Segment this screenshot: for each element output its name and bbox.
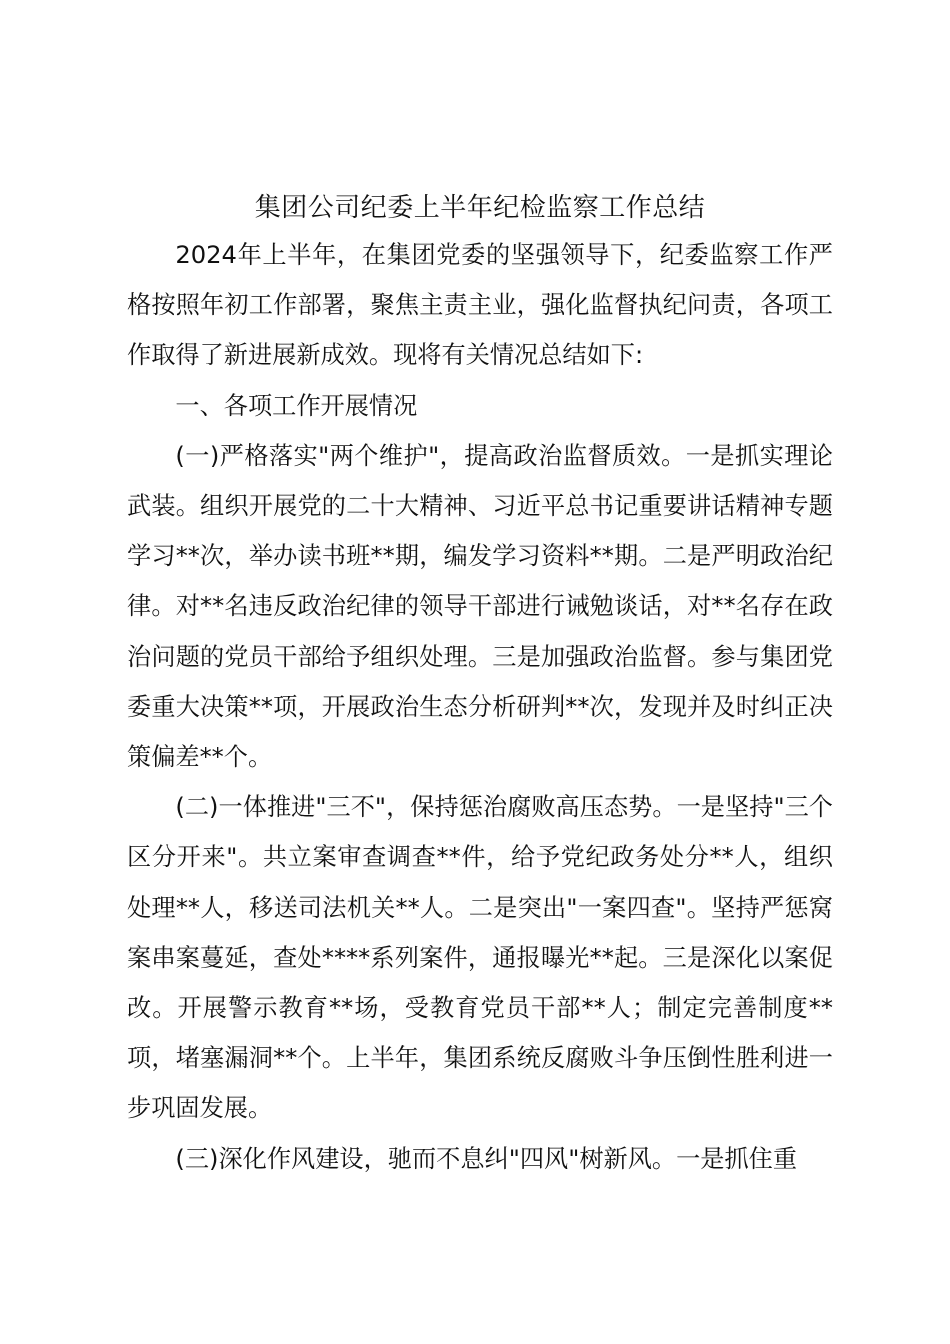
intro-paragraph: 2024年上半年，在集团党委的坚强领导下，纪委监察工作严格按照年初工作部署，聚焦主责主业，强化监督执纪问责，各项工作取得了新进展新成效。现将有关情况总结如下:: [127, 241, 833, 370]
paragraph-item-1: (一)严格落实"两个维护"，提高政治监督质效。一是抓实理论武装。组织开展党的二十大精神、习近平总书记重要讲话精神专题学习**次，举办读书班**期，编发学习资料**期。二是严明政治纪律。对**名违反政治纪律的领导干部进行诫勉谈话，对**名存在政治问题的党员干部给予组织处理。三是加强政治监督。参与集团党委重大决策**项，开展政治生态分析研判**次，发现并及时纠正决策偏差**个。: [127, 441, 833, 772]
document-body: [127, 186, 833, 1184]
document-title: 集团公司纪委上半年纪检监察工作总结: [254, 193, 706, 223]
paragraph-item-2: (二)一体推进"三不"，保持惩治腐败高压态势。一是坚持"三个区分开来"。共立案审查调查**件，给予党纪政务处分**人，组织处理**人，移送司法机关**人。二是突出"一案四查"。坚持严惩窝案串案蔓延，查处****系列案件，通报曝光**起。三是深化以案促改。开展警示教育**场，受教育党员干部**人；制定完善制度**项，堵塞漏洞**个。上半年，集团系统反腐败斗争压倒性胜利进一步巩固发展。: [127, 793, 833, 1123]
section-heading: 一、各项工作开展情况: [175, 391, 418, 420]
paragraph-item-3: (三)深化作风建设，驰而不息纠"四风"树新风。一是抓住重: [175, 1144, 798, 1173]
